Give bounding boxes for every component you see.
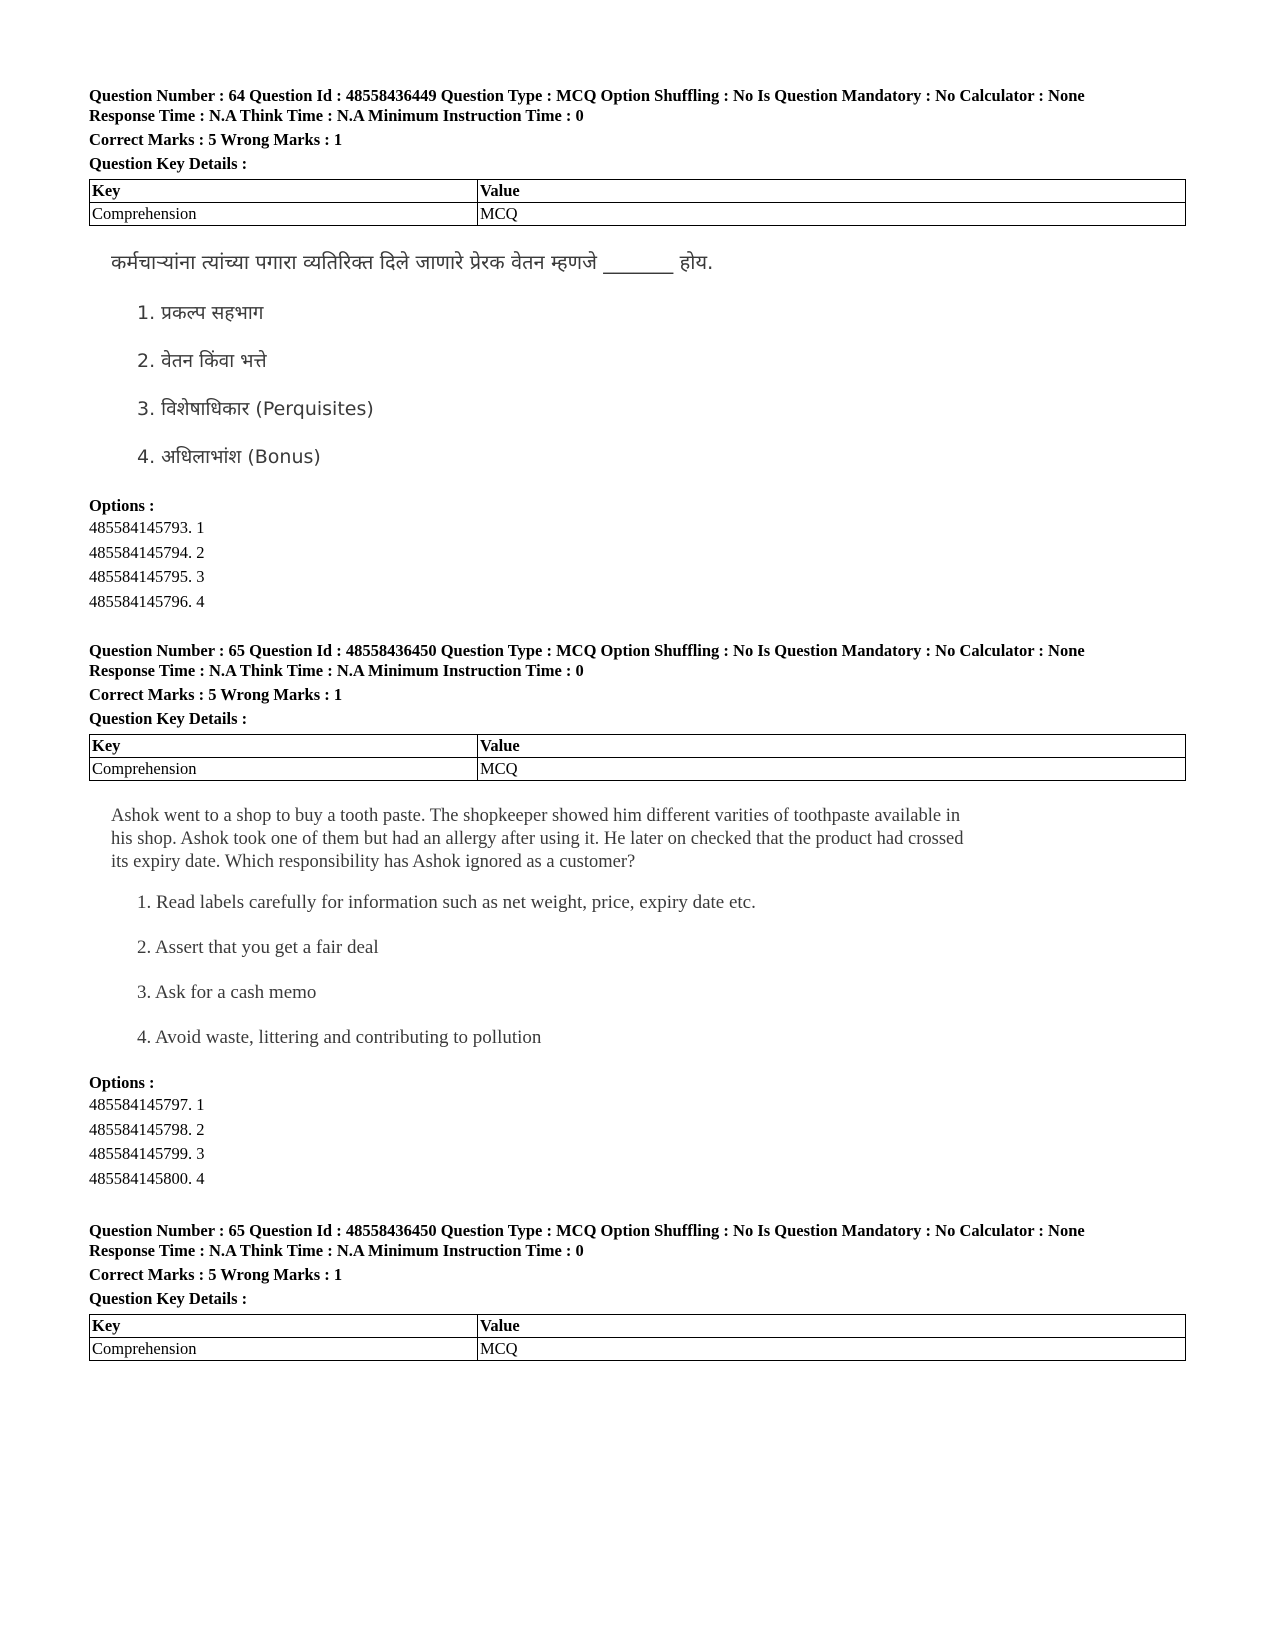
choice-2: 2. Assert that you get a fair deal [137,937,379,958]
table-cell-key: Comprehension [90,1338,478,1361]
question-stem: Ashok went to a shop to buy a tooth paste. The shopkeeper showed him different varities of toothpaste available in his shop. Ashok took one of them but had an allergy after using it. He later on checked that the product had crossed its expiry date. Which responsibility has Ashok ignored as a customer? [111,806,964,872]
choice-3: 3. Ask for a cash memo [137,982,317,1003]
table-cell-key: Comprehension [90,203,478,226]
question-meta-line-1: Question Number : 65 Question Id : 48558436450 Question Type : MCQ Option Shuffling : No Is Question Mandatory : No Calculator : None [89,1221,1085,1240]
options-label: Options : [89,1073,155,1092]
table-header-key: Key [90,1315,478,1338]
choice-4: 4. अधिलाभांश (Bonus) [137,446,321,468]
option-item: 485584145797. 1 [89,1095,205,1114]
question-image [89,803,1186,1061]
question-meta-line-2: Response Time : N.A Think Time : N.A Minimum Instruction Time : 0 [89,661,584,680]
option-item: 485584145795. 3 [89,567,205,586]
option-item: 485584145798. 2 [89,1119,205,1139]
choice-1: 1. प्रकल्प सहभाग [137,302,264,324]
table-header-value: Value [478,180,1186,203]
table-row [90,203,1186,226]
option-item: 485584145793. 1 [89,518,205,537]
question-block-65 [89,641,1186,1191]
table-cell-value: MCQ [478,1338,1186,1361]
question-meta-line-1: Question Number : 64 Question Id : 48558436449 Question Type : MCQ Option Shuffling : No Is Question Mandatory : No Calculator : None [89,86,1085,105]
table-cell-key: Comprehension [90,758,478,781]
table-header-row [90,1315,1186,1338]
options-label: Options : [89,496,155,515]
choice-4: 4. Avoid waste, littering and contributing to pollution [137,1027,542,1048]
key-details-label: Question Key Details : [89,154,248,173]
question-image [89,246,1186,484]
marks-line: Correct Marks : 5 Wrong Marks : 1 [89,130,343,149]
table-cell-value: MCQ [478,203,1186,226]
question-meta [89,641,1186,681]
question-meta [89,86,1186,126]
option-item: 485584145799. 3 [89,1144,205,1163]
table-cell-value: MCQ [478,758,1186,781]
table-header-key: Key [90,735,478,758]
key-details-table [89,1314,1186,1361]
table-row [90,1338,1186,1361]
option-item: 485584145796. 4 [89,591,205,611]
marks-line: Correct Marks : 5 Wrong Marks : 1 [89,685,343,704]
table-header-value: Value [478,1315,1186,1338]
table-row [90,758,1186,781]
choice-3: 3. विशेषाधिकार (Perquisites) [137,398,374,420]
key-details-table [89,179,1186,226]
key-details-table [89,734,1186,781]
table-header-key: Key [90,180,478,203]
key-details-label: Question Key Details : [89,709,248,728]
table-header-value: Value [478,735,1186,758]
option-item: 485584145794. 2 [89,542,205,562]
question-meta-line-2: Response Time : N.A Think Time : N.A Minimum Instruction Time : 0 [89,1241,584,1260]
marks-line: Correct Marks : 5 Wrong Marks : 1 [89,1265,343,1284]
table-header-row [90,180,1186,203]
choice-1: 1. Read labels carefully for information such as net weight, price, expiry date etc. [137,892,756,913]
table-header-row [90,735,1186,758]
choice-2: 2. वेतन किंवा भत्ते [137,350,267,372]
question-stem: कर्मचाऱ्यांना त्यांच्या पगारा व्यतिरिक्त दिले जाणारे प्रेरक वेतन म्हणजे _______ होय. [111,250,714,274]
question-meta [89,1221,1186,1261]
key-details-label: Question Key Details : [89,1289,248,1308]
question-meta-line-2: Response Time : N.A Think Time : N.A Minimum Instruction Time : 0 [89,106,584,125]
question-block-64 [89,86,1186,614]
question-meta-line-1: Question Number : 65 Question Id : 48558436450 Question Type : MCQ Option Shuffling : No Is Question Mandatory : No Calculator : None [89,641,1085,660]
option-item: 485584145800. 4 [89,1168,205,1188]
question-block-65-repeat [89,1221,1186,1361]
